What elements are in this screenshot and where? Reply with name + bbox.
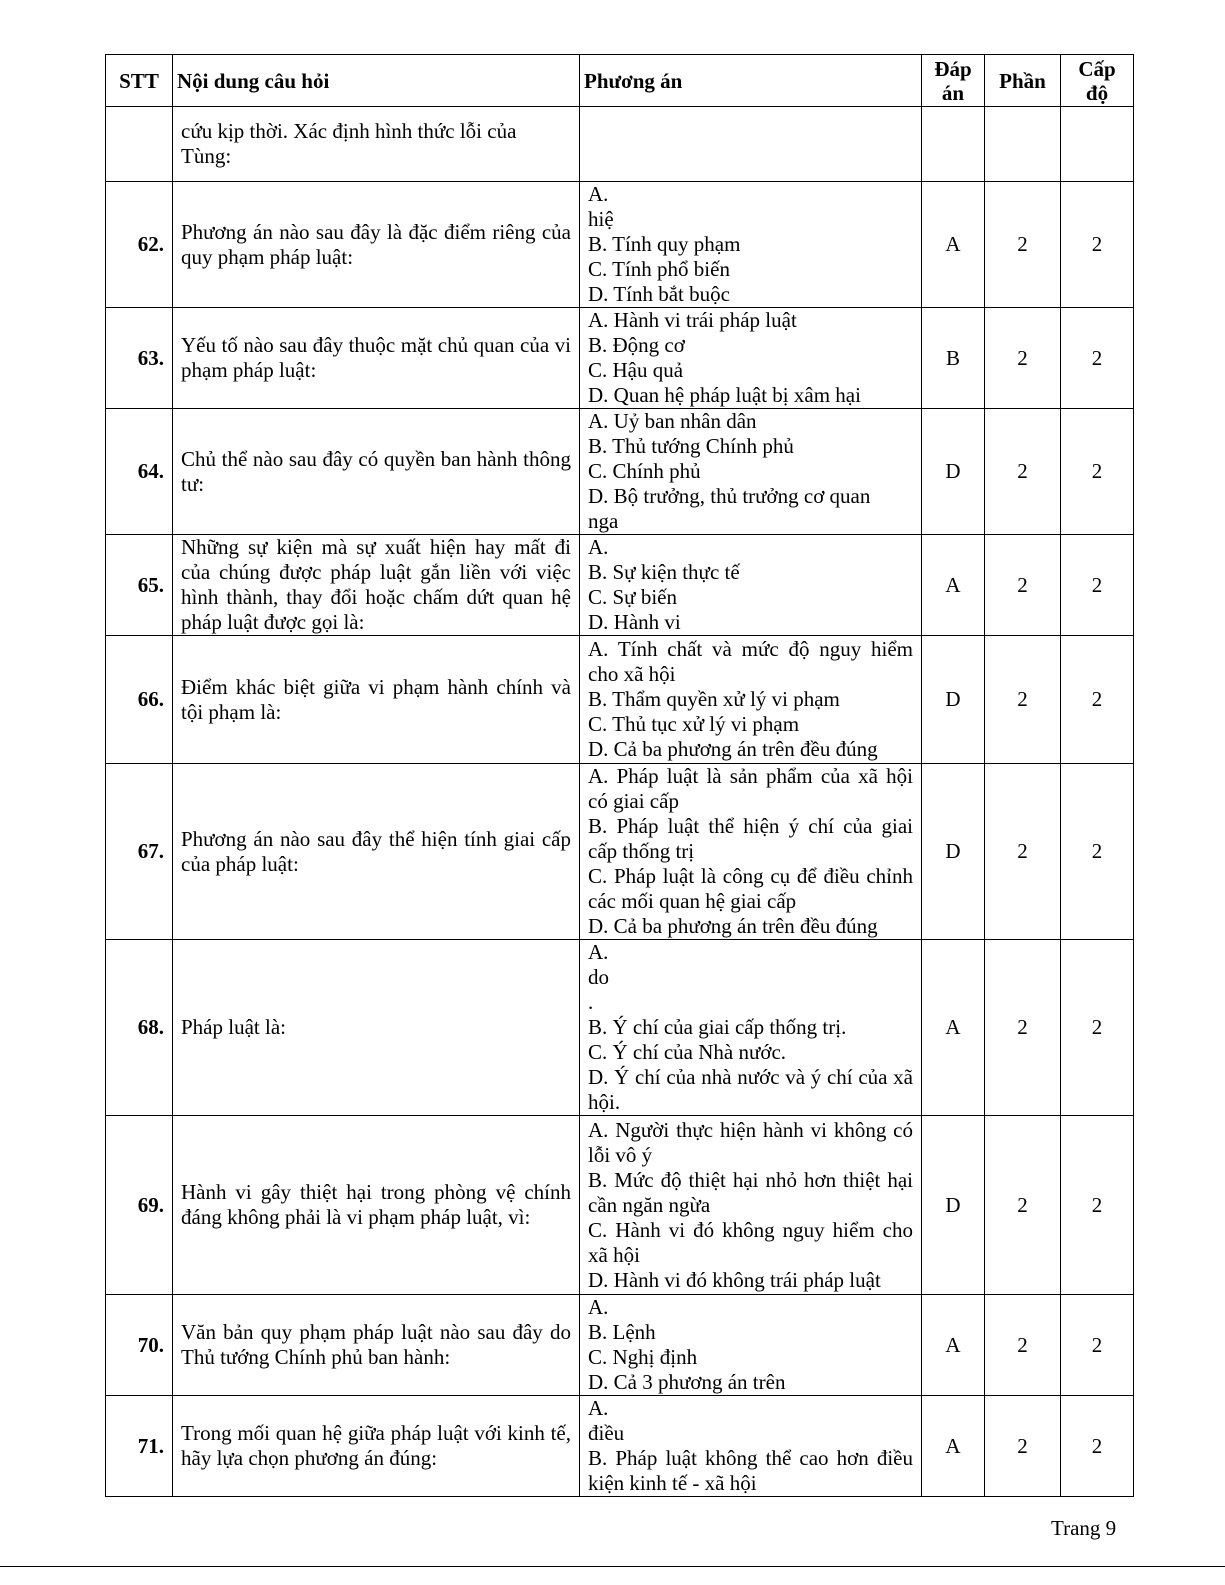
question-row xyxy=(106,182,1134,308)
option-line: A. Người thực hiện hành vi không có lỗi vô ý xyxy=(588,1117,913,1167)
answer-key: D xyxy=(922,764,985,940)
option-line: C. Pháp luật là công cụ để điều chỉnh các mối quan hệ giai cấp xyxy=(588,864,913,913)
level-value: 2 xyxy=(1061,1295,1134,1396)
question-row xyxy=(106,764,1134,940)
option-line: C. Hành vi đó không nguy hiểm cho xã hội xyxy=(588,1217,913,1267)
option-line: B. Động cơ xyxy=(588,333,685,357)
option-line: D. Cả ba phương án trên đều đúng xyxy=(588,737,878,761)
question-number: 69. xyxy=(106,1116,173,1295)
question-number: 71. xyxy=(106,1396,173,1497)
option-line: B. Thủ tướng Chính phủ xyxy=(588,434,794,458)
option-line: B. Tính quy phạm xyxy=(588,232,741,256)
option-line: C. Hậu quả xyxy=(588,358,684,382)
option-line: C. Chính phủ xyxy=(588,459,701,483)
option-line: D. Cả ba phương án trên đều đúng xyxy=(588,914,878,938)
option-line: D. Hành vi đó không trái pháp luật xyxy=(588,1267,881,1292)
option-line: B. Mức độ thiệt hại nhỏ hơn thiệt hại cần ngăn ngừa xyxy=(588,1167,913,1217)
question-text: Văn bản quy phạm pháp luật nào sau đây do Thủ tướng Chính phủ ban hành: xyxy=(173,1295,580,1396)
level-value: 2 xyxy=(1061,636,1134,764)
part-value: 2 xyxy=(985,1396,1061,1497)
part-value: 2 xyxy=(985,409,1061,535)
question-row xyxy=(106,1116,1134,1295)
continuation-row xyxy=(106,107,1134,182)
option-line: A. xyxy=(588,940,609,964)
question-text: Yếu tố nào sau đây thuộc mặt chủ quan của vi phạm pháp luật: xyxy=(173,308,580,409)
option-line: C. Ý chí của Nhà nước. xyxy=(588,1040,787,1064)
question-number: 65. xyxy=(106,535,173,636)
question-options xyxy=(580,308,922,409)
question-row xyxy=(106,1396,1134,1497)
part-value: 2 xyxy=(985,636,1061,764)
part-value: 2 xyxy=(985,1116,1061,1295)
question-text: Trong mối quan hệ giữa pháp luật với kinh tế, hãy lựa chọn phương án đúng: xyxy=(173,1396,580,1497)
bottom-rule xyxy=(0,1566,1225,1567)
option-line: B. Pháp luật không thể cao hơn điều kiện kinh tế - xã hội xyxy=(588,1446,913,1495)
question-options xyxy=(580,1396,922,1497)
header-part: Phần xyxy=(985,55,1061,107)
level-value: 2 xyxy=(1061,940,1134,1116)
option-line: A. Pháp luật là sản phẩm của xã hội có giai cấp xyxy=(588,764,913,813)
option-line: D. Quan hệ pháp luật bị xâm hại xyxy=(588,383,861,407)
question-number: 67. xyxy=(106,764,173,940)
option-line: A. Uỷ ban nhân dân xyxy=(588,409,757,433)
option-line: A. xyxy=(588,1396,609,1420)
question-number: 70. xyxy=(106,1295,173,1396)
question-number: 62. xyxy=(106,182,173,308)
part-value: 2 xyxy=(985,940,1061,1116)
question-options xyxy=(580,409,922,535)
continuation-level xyxy=(1061,107,1134,182)
answer-key: D xyxy=(922,409,985,535)
question-options xyxy=(580,764,922,940)
option-line: D. Ý chí của nhà nước và ý chí của xã hội. xyxy=(588,1065,913,1114)
continuation-answer xyxy=(922,107,985,182)
level-value: 2 xyxy=(1061,182,1134,308)
question-text: Chủ thể nào sau đây có quyền ban hành thông tư: xyxy=(173,409,580,535)
option-line: A. xyxy=(588,1295,609,1319)
question-number: 64. xyxy=(106,409,173,535)
question-row xyxy=(106,308,1134,409)
answer-key: A xyxy=(922,535,985,636)
question-number: 68. xyxy=(106,940,173,1116)
header-answer-line1: Đáp xyxy=(934,56,972,81)
option-line: nga xyxy=(588,509,619,533)
answer-key: A xyxy=(922,1295,985,1396)
option-line: C. Thủ tục xử lý vi phạm xyxy=(588,712,800,736)
continuation-line2: Tùng: xyxy=(181,144,232,168)
option-line: C. Tính phổ biến xyxy=(588,257,730,281)
option-line: B. Lệnh xyxy=(588,1320,656,1344)
question-options xyxy=(580,940,922,1116)
option-line: D. Hành vi xyxy=(588,610,681,634)
header-question: Nội dung câu hỏi xyxy=(173,55,580,107)
answer-key: A xyxy=(922,182,985,308)
question-table xyxy=(105,54,1134,1497)
question-number: 63. xyxy=(106,308,173,409)
question-text: Pháp luật là: xyxy=(173,940,580,1116)
level-value: 2 xyxy=(1061,409,1134,535)
option-line: A. xyxy=(588,535,609,559)
continuation-line1: cứu kịp thời. Xác định hình thức lỗi của xyxy=(181,119,517,143)
answer-key: A xyxy=(922,1396,985,1497)
question-row xyxy=(106,409,1134,535)
question-options xyxy=(580,636,922,764)
part-value: 2 xyxy=(985,764,1061,940)
option-line: B. Thẩm quyền xử lý vi phạm xyxy=(588,687,840,711)
question-row xyxy=(106,535,1134,636)
option-line: C. Sự biến xyxy=(588,585,677,609)
answer-key: A xyxy=(922,940,985,1116)
continuation-part xyxy=(985,107,1061,182)
page-number: Trang 9 xyxy=(1051,1516,1117,1540)
header-answer xyxy=(922,55,985,107)
option-line: do xyxy=(588,965,609,989)
question-row xyxy=(106,1295,1134,1396)
question-number: 66. xyxy=(106,636,173,764)
header-level-line1: Cấp xyxy=(1078,56,1116,81)
option-line: điều xyxy=(588,1421,625,1445)
option-line: A. Tính chất và mức độ nguy hiểm cho xã hội xyxy=(588,637,913,686)
part-value: 2 xyxy=(985,535,1061,636)
question-text: Hành vi gây thiệt hại trong phòng vệ chính đáng không phải là vi phạm pháp luật, vì: xyxy=(173,1116,580,1295)
part-value: 2 xyxy=(985,182,1061,308)
header-stt: STT xyxy=(106,55,173,107)
level-value: 2 xyxy=(1061,308,1134,409)
question-row xyxy=(106,636,1134,764)
part-value: 2 xyxy=(985,308,1061,409)
option-line: B. Pháp luật thể hiện ý chí của giai cấp thống trị xyxy=(588,814,913,863)
option-line: A. Hành vi trái pháp luật xyxy=(588,308,797,332)
continuation-question xyxy=(173,107,580,182)
question-options xyxy=(580,182,922,308)
question-options xyxy=(580,535,922,636)
option-line: . xyxy=(588,990,594,1014)
option-line: B. Sự kiện thực tế xyxy=(588,560,740,584)
option-line: hiệ xyxy=(588,207,614,231)
option-line: A. xyxy=(588,182,609,206)
option-line: D. Bộ trưởng, thủ trưởng cơ quan xyxy=(588,484,871,508)
option-line: D. Tính bắt buộc xyxy=(588,282,730,306)
header-answer-line2: án xyxy=(941,80,965,105)
answer-key: B xyxy=(922,308,985,409)
header-level-line2: độ xyxy=(1085,80,1109,105)
part-value: 2 xyxy=(985,1295,1061,1396)
level-value: 2 xyxy=(1061,535,1134,636)
question-text: Phương án nào sau đây là đặc điểm riêng của quy phạm pháp luật: xyxy=(173,182,580,308)
question-row xyxy=(106,940,1134,1116)
level-value: 2 xyxy=(1061,1396,1134,1497)
continuation-stt xyxy=(106,107,173,182)
question-options xyxy=(580,1116,922,1295)
continuation-options xyxy=(580,107,922,182)
question-text: Phương án nào sau đây thể hiện tính giai cấp của pháp luật: xyxy=(173,764,580,940)
option-line: D. Cả 3 phương án trên xyxy=(588,1370,786,1394)
answer-key: D xyxy=(922,636,985,764)
answer-key: D xyxy=(922,1116,985,1295)
level-value: 2 xyxy=(1061,1116,1134,1295)
question-text: Điểm khác biệt giữa vi phạm hành chính và tội phạm là: xyxy=(173,636,580,764)
header-row xyxy=(106,55,1134,107)
header-options: Phương án xyxy=(580,55,922,107)
option-line: C. Nghị định xyxy=(588,1345,698,1369)
option-line: B. Ý chí của giai cấp thống trị. xyxy=(588,1015,847,1039)
question-options xyxy=(580,1295,922,1396)
question-text: Những sự kiện mà sự xuất hiện hay mất đi của chúng được pháp luật gắn liền với việc hình thành, thay đổi hoặc chấm dứt quan hệ pháp luật được gọi là: xyxy=(173,535,580,636)
level-value: 2 xyxy=(1061,764,1134,940)
header-level xyxy=(1061,55,1134,107)
